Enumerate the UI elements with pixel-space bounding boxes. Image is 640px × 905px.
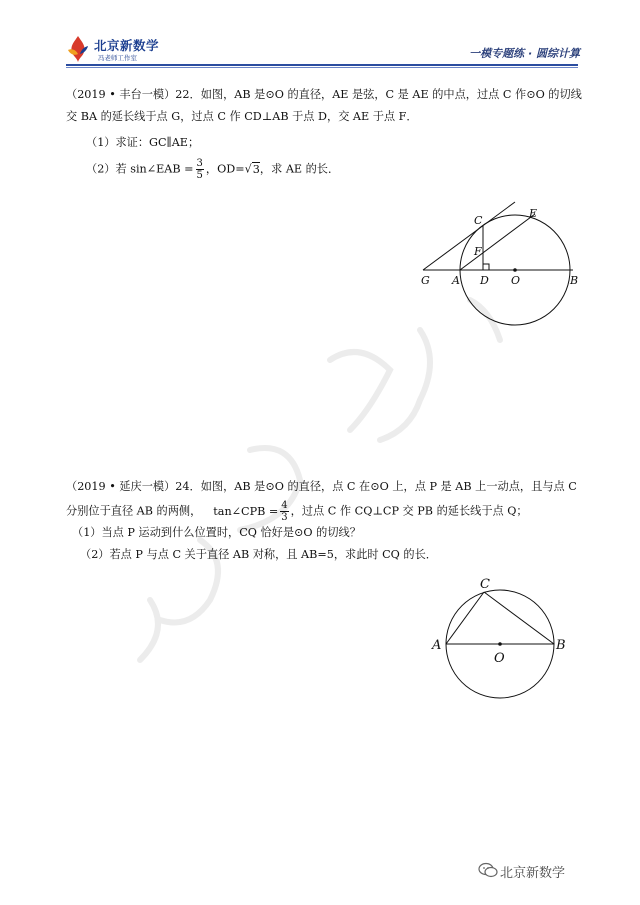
center-point-o [513,268,517,272]
problem2-tan: tan∠CPB = [213,504,279,518]
page-header [0,0,640,72]
fraction-numerator: 3 [196,158,203,169]
problem1-statement-line2: 交 BA 的延长线于点 G，过点 C 作 CD⊥AB 于点 D，交 AE 于点 F． [66,110,418,123]
problem1-figure [415,200,595,330]
chord-ac [446,592,484,644]
fraction-denominator: 3 [281,512,288,523]
label-c: C [480,577,490,592]
footer-brand: 北京新数学 [500,866,566,881]
chord-ae [460,214,535,270]
problem1-part2-mid: ，OD= [205,162,245,176]
label-a: A [452,274,460,287]
sqrt-symbol: √ [244,162,252,176]
logo-mark-icon [64,34,92,64]
chord-cb [484,592,554,644]
problem2-line2-post: ，过点 C 作 CQ⊥CP 交 PB 的延长线于点 Q； [290,504,528,518]
problem1-part1: （1）求证：GC∥AE； [86,136,200,149]
label-a: A [432,638,442,653]
fraction-4-3 [280,500,288,523]
fraction-denominator: 5 [196,170,203,181]
wechat-icon [478,862,498,878]
problem1-part2-pre: （2）若 sin∠EAB = [86,162,194,176]
problem2-part2: （2）若点 P 与点 C 关于直径 AB 对称，且 AB=5，求此时 CQ 的长． [80,548,437,561]
logo-title: 北京新数学 [94,38,160,53]
label-o: O [511,274,521,287]
label-b: B [570,274,579,287]
header-divider-thin [66,67,578,68]
label-f: F [474,245,482,258]
label-e: E [529,207,538,220]
problem2-statement-line1: （2019 • 延庆一模）24．如图，AB 是⊙O 的直径，点 C 在⊙O 上，点 P 是 AB 上一动点，且与点 C [66,480,577,493]
fraction-3-5 [196,158,204,181]
header-divider [66,64,578,66]
problem1-part2-post: ，求 AE 的长． [259,162,340,176]
sqrt-radicand: 3 [252,162,260,176]
fraction-numerator: 4 [281,500,288,511]
section-title: 一模专题练 · 圆综计算 [469,47,580,60]
label-d: D [480,274,489,287]
brand-logo [64,34,174,64]
right-angle-mark [483,264,489,270]
problem1-part2 [86,158,606,181]
problem2-figure [428,572,578,712]
problem1-statement-line1: （2019 • 丰台一模）22．如图，AB 是⊙O 的直径，AE 是弦，C 是 AE 的中点，过点 C 作⊙O 的切线 [66,88,582,101]
tangent-gc [423,202,515,270]
center-point-o [498,642,502,646]
label-b: B [556,638,566,653]
problem2-line2-pre: 分别位于直径 AB 的两侧， [66,504,202,518]
problem2-part1: （1）当点 P 运动到什么位置时，CQ 恰好是⊙O 的切线？ [72,526,361,539]
logo-subtitle: 冯老师工作室 [98,54,137,62]
label-o: O [494,651,505,666]
problem2-statement-line2 [66,500,586,523]
label-g: G [421,274,430,287]
label-c: C [474,214,483,227]
